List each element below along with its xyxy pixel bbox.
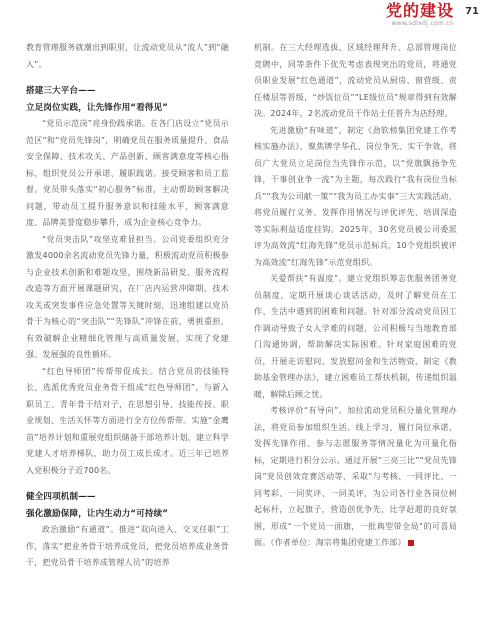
paragraph-last xyxy=(254,403,457,552)
paragraph: “党员示范岗”亮身份践承诺。在各门店设立“党员示范区”和“党员先锋岗”，明确党员在服务质量提升、食品安全保障、技术攻关、产品创新、顾客满意度等核心指标，组织党员公开承诺、履职践诺。接受顾客和员工监督。党员带头落实“初心服务”标准，主动帮助顾客解决问题，带动员工提升服务意识和技能水平，顾客满意度、品牌美誉度稳步攀升，成为企业核心竞争力。 xyxy=(26,119,229,227)
section-heading-2a: 健全四项机制—— xyxy=(26,492,96,502)
spacer xyxy=(26,479,229,489)
section-heading-2b: 强化激励保障，让内生动力“可持续” xyxy=(26,508,169,519)
continued-paragraph: 机制。在三大经理选拔、区域经理拜升、总部管理岗位竞聘中，同等条件下优先考虑表现突出的党员，将通党员职业发展“红色通道”，流动党员从厨房、窗营级、责任楼层等晋级，“炒饭位员”“LE级位员”规章得到有效解决。2024年，2名流动党员干作站士任晋升为店经理。 xyxy=(254,43,457,118)
masthead xyxy=(386,2,454,27)
left-column xyxy=(26,40,229,572)
spacer xyxy=(26,73,229,83)
paragraph: 先进激励“有味道”，制定《劲软榜集团党建工作考核实施办法》，聚焦牌学华孔、岗位争先、实干争效，将员广大党员立足岗位当先锋作示范，以“党旗飘扬争先锋，干事创业争一流”为主题，每次践行“我有岗位当标兵”“我为公司献一策”“我为员工办实事”三大实践活动，将党员履行义务、发挥作用情况与评优评先、培训深造等实际利益适度挂钩。2025年，30名党员被公司委派评为高效流“红海先锋”党员示范标兵，10个党组织被评为高效流“红海先锋”示范党组织。 xyxy=(254,125,457,267)
paragraph: “红色导师团”传帮带促成长。结合党员的技能特长，选派优秀党员业务骨干组成“红色导师团”，与新入职员工、青年骨干结对子，在思想引导、技能传授、职业规划、生活关怀等方面进行全方位传帮带。实施“金鹰苗”培养计划和重展党组织储备干部培养计划，建立科学党建人才培养梯队，助力员工成长成才。近三年已培养入党积极分子近700名。 xyxy=(26,366,229,475)
section-heading-1b: 立足岗位实践，让先锋作用“看得见” xyxy=(26,102,169,113)
paragraph-text: 考核评价“有导向”。加拉流动党员积分量化管理办法，将党员参加组织生活、线上学习、履行岗位承诺、发挥先锋作用、参与志愿服务等情况量化为可量化指标，定期进行积分公示。通过开展“三亮三比”“党员先锋岗”党员创效竞赛活动等，采取“与考核、一同评比、一同考彩、一同奖评、一同美评，为公司各行业各岗位树起标杆，立起旗子，营造创优争先，比学赶超的良好氛围，形成“一个党员一面旗，一批典型带全局”的可喜局面。（作者单位：淘宗将集团党建工作部） xyxy=(254,406,457,547)
end-mark-icon xyxy=(408,540,414,546)
continued-paragraph: 教育管理服务就潮出到职里，让流动党员从“流人”到“融入”。 xyxy=(26,43,229,69)
paragraph: 关爱帮扶“有温度”。建立党组织筹志优服务团务党员制度，定期开展谈心谈话活动，及时了解党员在工作、生活中遇到的困难和问题。针对部分流动党员因工作调动导致子女入学难的问题，公司积极与当地教育部门沟通协调，帮助解决实际困难。针对家庭困难的党员，开展走访慰问、发放慰问金和生活物资，制定《教助基金管理办法》，建立困难员工帮扶机制，传递组织温暖，解除后顾之忧。 xyxy=(254,274,457,399)
site-url: www.sdlxdj.com.cn xyxy=(391,20,454,27)
paragraph: 政治激励“有通道”。推进“双向进入、交叉任职”工作，落实“把业务骨干培养成党员，把党员培养成业务骨干，把党员骨干培养成管理人员”的培养 xyxy=(26,525,229,567)
paragraph: “党员突击队”攻坚克难显担当。公司党委组织充分激发4000余名流动党员先锋力量，积极流动党员积极参与企业技术创新和难题攻坚，围绕新品研发、服务流程改造等方面开展课题研究，在厂店内运营冲障期，技术攻关或突发事件应急处置等关键时刻，迅速组建以党员骨干为核心的“突击队”“先锋队”冲锋在前，勇挑重担，有效破解企业精细化管理与高质量发展，实现了党建强、发展强的良性循环。 xyxy=(26,234,229,359)
right-column xyxy=(254,40,457,552)
page-number: 71 xyxy=(465,6,479,17)
magazine-logo: 党的建设 xyxy=(385,1,454,20)
section-heading-1a: 搭建三大平台—— xyxy=(26,86,96,96)
